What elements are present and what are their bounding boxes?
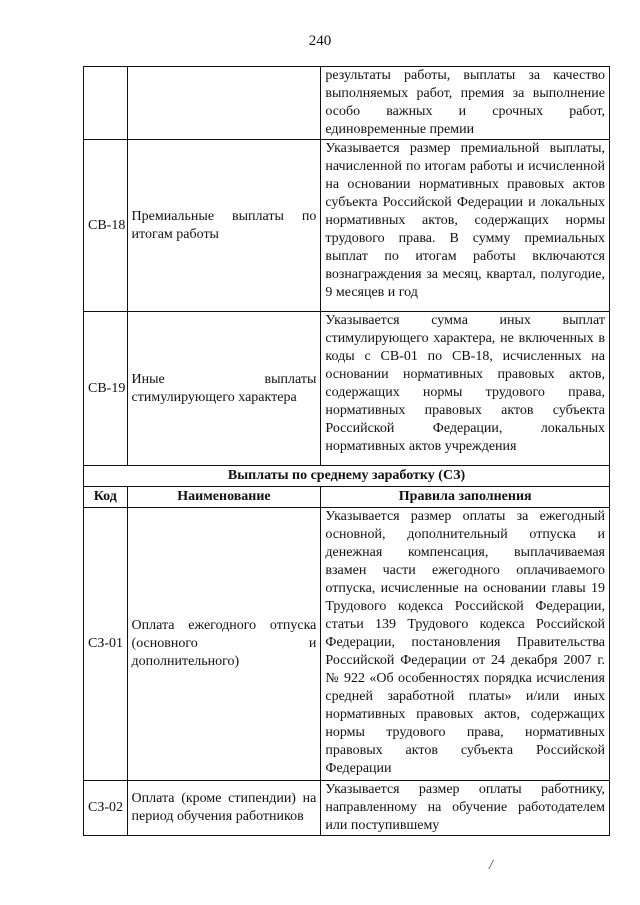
table-row-sz02 xyxy=(84,781,610,836)
code-cell: СЗ-01 xyxy=(84,508,128,781)
code-cell: СВ-18 xyxy=(84,140,128,312)
header-name: Наименование xyxy=(127,487,321,508)
rule-cell: Указывается сумма иных выплат стимулирующего характера, не включенных в коды с СВ-01 по СВ-18, исчисленных на основании нормативных правовых актов, содержащих нормы трудового права, нормативных правовых актов субъекта Российской Федерации, локальных нормативных актов учреждения xyxy=(321,312,610,466)
payments-table xyxy=(83,66,610,836)
rule-cell: Указывается размер премиальной выплаты, начисленной по итогам работы и исчисленной на основании нормативных правовых актов субъекта Российской Федерации и локальных нормативных актов, содержащих нормы трудового права. В сумму премиальных выплат по итогам работы включаются вознаграждения за месяц, квартал, полугодие, 9 месяцев и год xyxy=(321,140,610,312)
table-row-sz01 xyxy=(84,508,610,781)
table-row-continuation xyxy=(84,67,610,140)
name-cell-empty xyxy=(127,67,321,140)
name-cell: Оплата ежегодного отпуска (основного и дополнительного) xyxy=(127,508,321,781)
code-cell-empty xyxy=(84,67,128,140)
name-cell: Премиальные выплаты по итогам работы xyxy=(127,140,321,312)
name-cell: Оплата (кроме стипендии) на период обучения работников xyxy=(127,781,321,836)
margin-mark: / xyxy=(489,858,493,873)
page-number: 240 xyxy=(308,33,332,49)
rule-cell: результаты работы, выплаты за качество выполняемых работ, премия за выполнение особо важных и срочных работ, единовременные премии xyxy=(321,67,610,140)
header-row xyxy=(84,487,610,508)
header-code: Код xyxy=(84,487,128,508)
section-title-row xyxy=(84,466,610,487)
name-cell: Иные выплаты стимулирующего характера xyxy=(127,312,321,466)
table-row-sv19 xyxy=(84,312,610,466)
code-cell: СЗ-02 xyxy=(84,781,128,836)
rule-cell: Указывается размер оплаты работнику, направленному на обучение работодателем или поступившему xyxy=(321,781,610,836)
table-row-sv18 xyxy=(84,140,610,312)
section-title: Выплаты по среднему заработку (СЗ) xyxy=(84,466,610,487)
code-cell: СВ-19 xyxy=(84,312,128,466)
rule-cell: Указывается размер оплаты за ежегодный основной, дополнительный отпуска и денежная компенсация, выплачиваемая взамен части ежегодного оплачиваемого отпуска, исчисленные на основании главы 19 Трудового кодекса Российской Федерации, статьи 139 Трудового кодекса Российской Федерации, постановления Правительства Российской Федерации от 24 декабря 2007 г. № 922 «Об особенностях порядка исчисления средней заработной платы» и/или иных нормативных правовых актов, содержащих нормы трудового права, нормативных правовых актов субъекта Российской Федерации xyxy=(321,508,610,781)
header-rule: Правила заполнения xyxy=(321,487,610,508)
